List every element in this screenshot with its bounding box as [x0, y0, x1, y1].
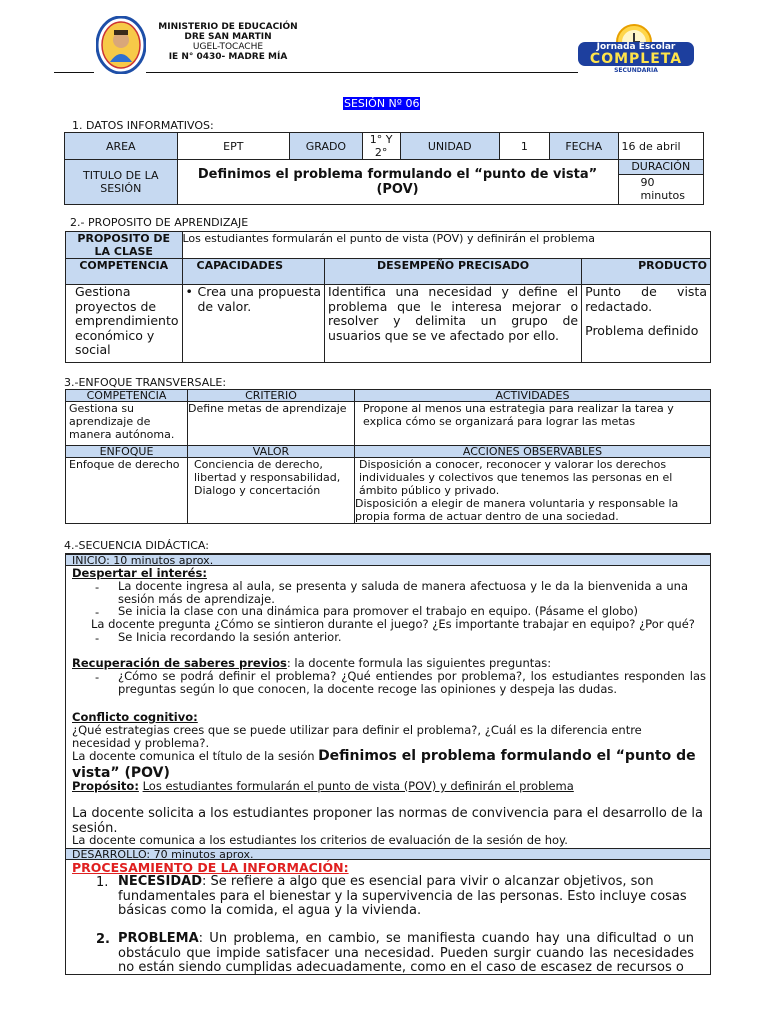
section4-heading: 4.-SECUENCIA DIDÁCTICA: [64, 539, 209, 552]
actividades-cell: Propone al menos una estrategia para realizar la tarea y explica cómo se organizará para lograr las metas [355, 402, 711, 446]
col-desempeno: DESEMPEÑO PRECISADO [325, 259, 582, 285]
proposito-value: Los estudiantes formularán el punto de vista (POV) y definirán el problema [182, 232, 711, 259]
acciones-2: Disposición a elegir de manera voluntaria y responsable la propia forma de actuar dentro de una sociedad. [355, 497, 679, 523]
inicio-bar: INICIO: 10 minutos aprox. [65, 554, 711, 566]
proposito-label-4: Propósito: [72, 779, 139, 793]
comunica-titulo-prefix: La docente comunica el título de la sesión [72, 749, 315, 763]
header-ugel: UGEL-TOCACHE [192, 42, 264, 52]
item2-term: PROBLEMA [118, 932, 199, 946]
header-rule-2 [146, 72, 578, 73]
bullet-icon: • [185, 284, 193, 299]
despertar-item-2: Se inicia la clase con una dinámica para promover el trabajo en equipo. (Pásame el globo) [118, 604, 639, 618]
desempeno-cell: Identifica una necesidad y define el problema que le interesa mejorar o resolver y delimita un grupo de usuarios que se ve afectado por ello. [325, 285, 582, 363]
section3-heading: 3.-ENFOQUE TRANSVERSALE: [64, 376, 227, 389]
competencia-cell: Gestiona proyectos de emprendimiento económico y social [66, 285, 183, 363]
producto-2: Problema definido [585, 323, 699, 338]
competencia-3-cell: Gestiona su aprendizaje de manera autónoma. [66, 402, 188, 446]
dash-icon: - [95, 605, 100, 619]
proposito-table [65, 231, 711, 363]
criterios-text: La docente comunica a los estudiantes los criterios de evaluación de la sesión de hoy. [72, 833, 568, 847]
col-actividades: ACTIVIDADES [355, 390, 711, 402]
inicio-item: Se Inicia recordando la sesión anterior. [118, 630, 342, 644]
normas-text: La docente solicita a los estudiantes proponer las normas de convivencia para el desarrollo de la sesión. [72, 806, 703, 836]
capacidad-text: Crea una propuesta de valor. [197, 284, 322, 314]
pregunta-text: La docente pregunta ¿Cómo se sintieron durante el juego? ¿Es importante trabajar en equipo? ¿Por qué? [91, 617, 695, 631]
section2-heading: 2.- PROPOSITO DE APRENDIZAJE [70, 216, 249, 229]
recuperacion-text: : la docente formula las siguientes preguntas: [286, 656, 552, 670]
school-crest-logo [96, 16, 146, 74]
recuperacion-title: Recuperación de saberes previos [72, 656, 287, 670]
unidad-value: 1 [499, 133, 549, 160]
area-label: AREA [65, 133, 178, 160]
despertar-title: Despertar el interés: [72, 566, 207, 580]
fecha-label: FECHA [549, 133, 618, 160]
logo-text-jornada: Jornada Escolar [596, 42, 676, 52]
dash-icon: - [95, 631, 100, 645]
jornada-escolar-logo [576, 18, 696, 78]
proposito-label: PROPOSITO DE LA CLASE [66, 232, 183, 259]
dash-icon: - [95, 580, 100, 594]
session-title: SESIÓN Nº 06 [344, 97, 420, 110]
item2-num: 2. [96, 932, 110, 947]
logo-text-secundaria: SECUNDARIA [614, 67, 658, 74]
titulo-label: TITULO DE LA SESIÓN [65, 160, 178, 205]
grado-value: 1° Y 2° [362, 133, 400, 160]
item1-num: 1. [96, 875, 109, 890]
col-acciones: ACCIONES OBSERVABLES [355, 446, 711, 458]
item1-text: : Se refiere a algo que es esencial para vivir o alcanzar objetivos, son fundamentales para el bienestar y la supervivencia de las personas. Esto incluye cosas básicas como la comida, el agua y la vivienda. [118, 874, 687, 918]
col-competencia: COMPETENCIA [66, 259, 183, 285]
col-valor: VALOR [188, 446, 355, 458]
unidad-label: UNIDAD [400, 133, 499, 160]
col-capacidades: CAPACIDADES [182, 259, 325, 285]
item2-text: : Un problema, en cambio, se manifiesta cuando hay una dificultad o un obstáculo que impide satisfacer una necesidad. Pueden surgir cuando las necesidades no están siendo cumplidas adecuadamente, como en el caso de escasez de recursos o [118, 932, 694, 974]
section1-heading: 1. DATOS INFORMATIVOS: [72, 119, 214, 132]
col-enfoque: ENFOQUE [66, 446, 188, 458]
despertar-item-1: La docente ingresa al aula, se presenta y saluda de manera afectuosa y le da la bienvenida a una sesión más de aprendizaje. [118, 579, 688, 606]
titulo-value: Definimos el problema formulando el “punto de vista” (POV) [177, 160, 618, 205]
enfoque-table [65, 389, 711, 524]
producto-1: Punto de vista redactado. [585, 284, 707, 314]
header-ministry: MINISTERIO DE EDUCACIÓN [158, 22, 298, 32]
item1-term: NECESIDAD [118, 874, 203, 889]
logo-text-completa: COMPLETA [589, 51, 683, 67]
dash-icon: - [95, 670, 100, 684]
comunica-titulo-value: Definimos el problema formulando el “punto de vista” (POV) [72, 748, 696, 781]
fecha-value: 16 de abril [618, 133, 703, 160]
duracion-value: 90 minutos [640, 176, 686, 202]
procesamiento-title: PROCESAMIENTO DE LA INFORMACIÓN: [72, 860, 349, 875]
recuperacion-item: ¿Cómo se podrá definir el problema? ¿Qué entiendes por problema?, los estudiantes responden las preguntas según lo que conocen, la docente recoge las opiniones y despeja las dudas. [118, 669, 706, 696]
valor-cell: Conciencia de derecho, libertad y responsabilidad, Dialogo y concertación [188, 458, 355, 524]
grado-label: GRADO [290, 133, 363, 160]
duracion-label: DURACIÓN [619, 160, 703, 175]
header-ie: IE N° 0430- MADRE MÍA [168, 52, 288, 62]
header-dre: DRE SAN MARTIN [184, 32, 272, 42]
conflicto-text: ¿Qué estrategias crees que se puede utilizar para definir el problema?, ¿Cuál es la diferencia entre necesidad y problema?. [72, 723, 642, 750]
proposito-text-4: Los estudiantes formularán el punto de vista (POV) y definirán el problema [142, 779, 574, 793]
area-value: EPT [177, 133, 290, 160]
col-producto: PRODUCTO [582, 259, 711, 285]
col-criterio: CRITERIO [188, 390, 355, 402]
acciones-1: Disposición a conocer, reconocer y valorar los derechos individuales y colectivos que tenemos las personas en el ámbito público y privado. [359, 458, 673, 497]
conflicto-title: Conflicto cognitivo: [72, 710, 198, 724]
datos-informativos-table [64, 132, 704, 205]
criterio-cell: Define metas de aprendizaje [188, 402, 355, 446]
desarrollo-bar: DESARROLLO: 70 minutos aprox. [65, 848, 711, 860]
enfoque-cell: Enfoque de derecho [66, 458, 188, 524]
header-rule [54, 72, 94, 73]
col-competencia-3: COMPETENCIA [66, 390, 188, 402]
